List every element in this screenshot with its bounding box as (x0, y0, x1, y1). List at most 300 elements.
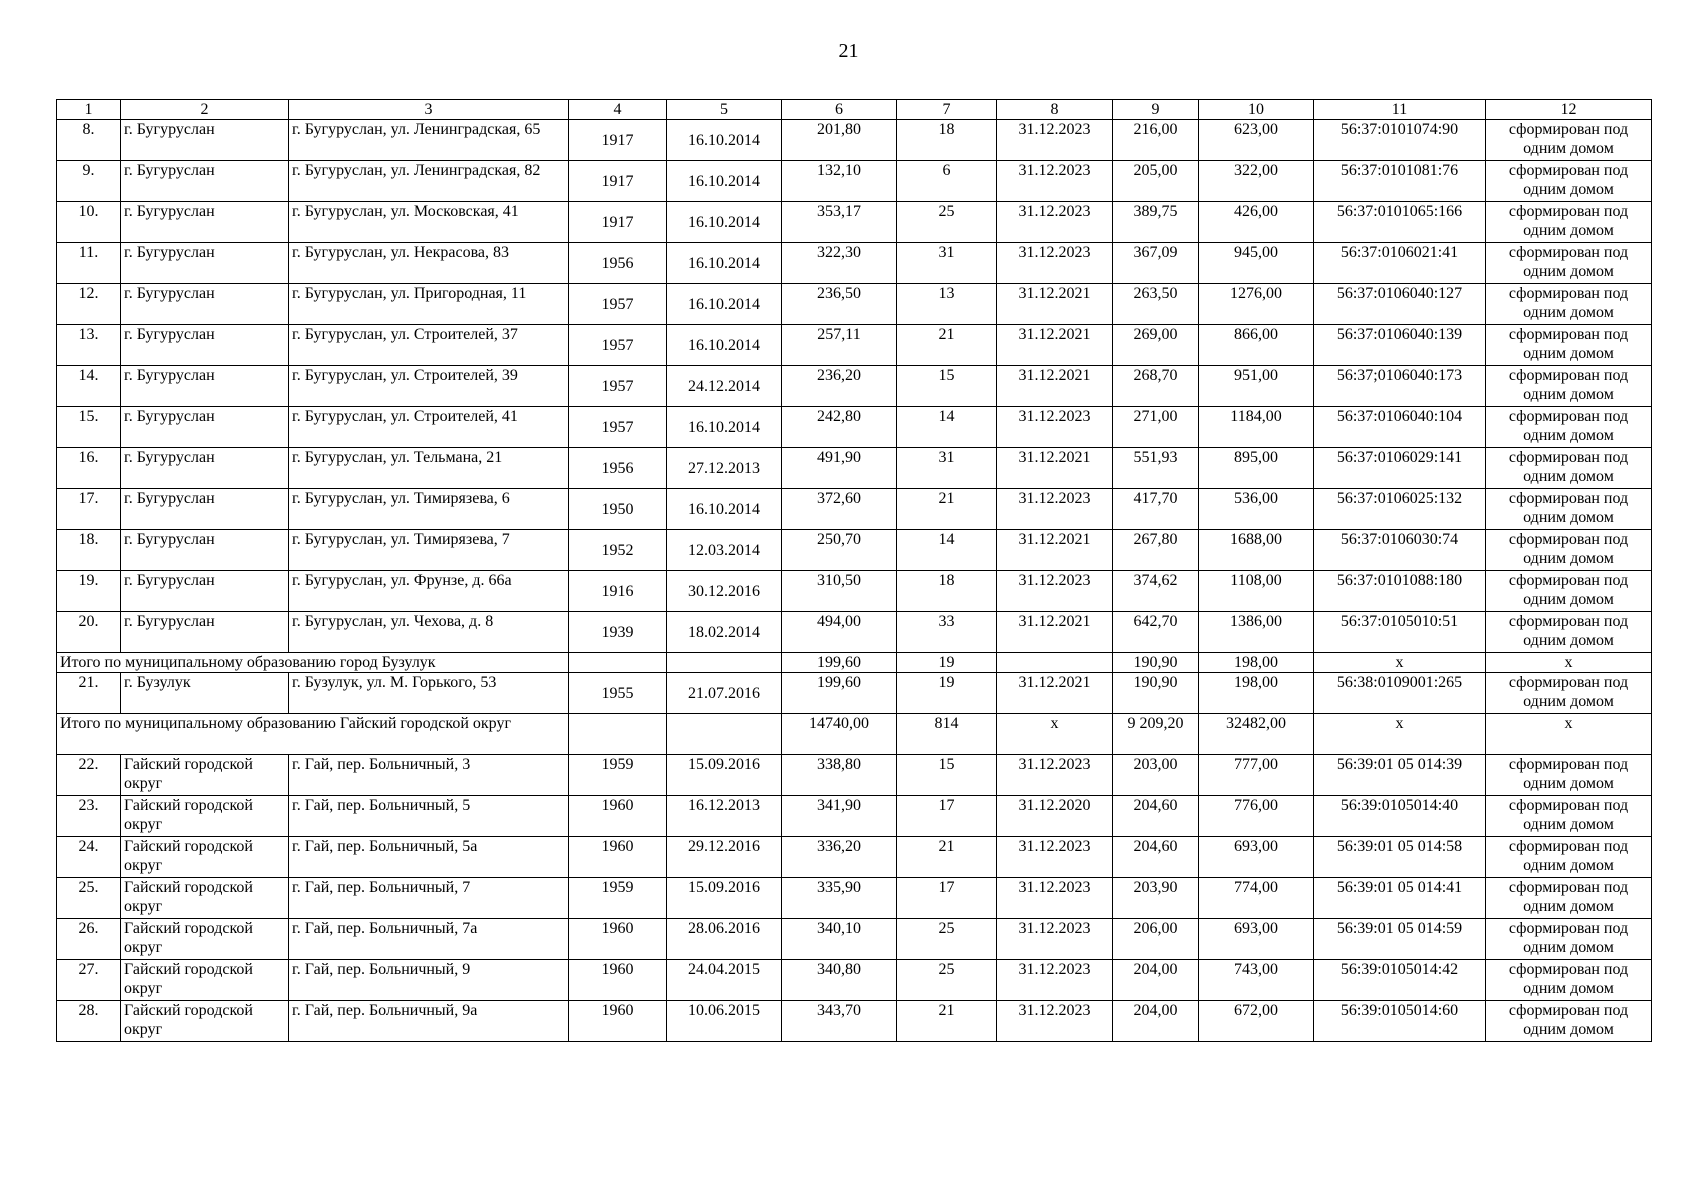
deadline-cell: 31.12.2021 (997, 530, 1113, 571)
value-cell: 271,00 (1113, 407, 1199, 448)
value-cell: 204,00 (1113, 960, 1199, 1001)
municipality-cell: Гайский городской округ (121, 1001, 289, 1042)
row-number: 20. (57, 612, 121, 653)
area-cell: 340,80 (782, 960, 897, 1001)
row-number: 21. (57, 673, 121, 714)
deadline-cell: 31.12.2023 (997, 161, 1113, 202)
area-cell: 494,00 (782, 612, 897, 653)
address-cell: г. Гай, пер. Больничный, 9 (289, 960, 569, 1001)
municipality-cell: г. Бугуруслан (121, 530, 289, 571)
value-cell: 198,00 (1199, 673, 1314, 714)
row-number: 18. (57, 530, 121, 571)
status-cell: сформирован под одним домом (1486, 960, 1652, 1001)
year-cell: 1955 (569, 673, 667, 714)
status-cell: сформирован под одним домом (1486, 571, 1652, 612)
address-cell: г. Гай, пер. Больничный, 3 (289, 755, 569, 796)
year-cell: 1959 (569, 878, 667, 919)
cadastral-number-cell: 56:37:0106021:41 (1314, 243, 1486, 284)
table-row (57, 571, 1652, 612)
value-cell: 426,00 (1199, 202, 1314, 243)
cadastral-number-cell: х (1314, 653, 1486, 673)
value-cell: 374,62 (1113, 571, 1199, 612)
value-cell: 1276,00 (1199, 284, 1314, 325)
area-cell: 199,60 (782, 673, 897, 714)
year-cell: 1959 (569, 755, 667, 796)
date-cell: 16.10.2014 (667, 407, 782, 448)
area-cell: 336,20 (782, 837, 897, 878)
value-cell: 536,00 (1199, 489, 1314, 530)
deadline-cell: 31.12.2023 (997, 919, 1113, 960)
value-cell: 269,00 (1113, 325, 1199, 366)
date-cell: 16.12.2013 (667, 796, 782, 837)
deadline-cell: 31.12.2021 (997, 366, 1113, 407)
residents-cell: 19 (897, 653, 997, 673)
value-cell: 203,00 (1113, 755, 1199, 796)
residents-cell: 6 (897, 161, 997, 202)
year-cell: 1960 (569, 1001, 667, 1042)
value-cell: 198,00 (1199, 653, 1314, 673)
table-row (57, 407, 1652, 448)
value-cell: 204,60 (1113, 796, 1199, 837)
deadline-cell: 31.12.2023 (997, 202, 1113, 243)
page-number: 21 (838, 40, 859, 62)
residents-cell: 25 (897, 202, 997, 243)
residents-cell: 15 (897, 755, 997, 796)
cadastral-number-cell: 56:39:01 05 014:39 (1314, 755, 1486, 796)
table-row (57, 673, 1652, 714)
status-cell: сформирован под одним домом (1486, 325, 1652, 366)
status-cell: сформирован под одним домом (1486, 202, 1652, 243)
value-cell: 945,00 (1199, 243, 1314, 284)
value-cell: 417,70 (1113, 489, 1199, 530)
value-cell: 866,00 (1199, 325, 1314, 366)
subtotal-row (57, 714, 1652, 755)
address-cell: г. Бугуруслан, ул. Пригородная, 11 (289, 284, 569, 325)
cadastral-number-cell: 56:37:0105010:51 (1314, 612, 1486, 653)
deadline-cell: 31.12.2020 (997, 796, 1113, 837)
address-cell: г. Бугуруслан, ул. Строителей, 41 (289, 407, 569, 448)
residents-cell: 19 (897, 673, 997, 714)
address-cell: г. Бугуруслан, ул. Тельмана, 21 (289, 448, 569, 489)
date-cell: 21.07.2016 (667, 673, 782, 714)
deadline-cell: 31.12.2023 (997, 120, 1113, 161)
status-cell: сформирован под одним домом (1486, 448, 1652, 489)
cadastral-number-cell: 56:39:0105014:40 (1314, 796, 1486, 837)
status-cell: сформирован под одним домом (1486, 243, 1652, 284)
subtotal-label: Итого по муниципальному образованию Гайский городской округ (57, 714, 569, 755)
address-cell: г. Бугуруслан, ул. Ленинградская, 82 (289, 161, 569, 202)
row-number: 14. (57, 366, 121, 407)
status-cell: сформирован под одним домом (1486, 489, 1652, 530)
value-cell: 1184,00 (1199, 407, 1314, 448)
table-row (57, 243, 1652, 284)
cadastral-number-cell: 56:39:0105014:42 (1314, 960, 1486, 1001)
cadastral-number-cell: 56:37:0106025:132 (1314, 489, 1486, 530)
address-cell: г. Бугуруслан, ул. Строителей, 37 (289, 325, 569, 366)
date-cell: 27.12.2013 (667, 448, 782, 489)
year-cell: 1960 (569, 796, 667, 837)
table-row (57, 448, 1652, 489)
area-cell: 257,11 (782, 325, 897, 366)
municipality-cell: Гайский городской округ (121, 837, 289, 878)
column-header: 7 (897, 100, 997, 120)
year-cell: 1939 (569, 612, 667, 653)
status-cell: х (1486, 714, 1652, 755)
table-row (57, 202, 1652, 243)
cadastral-number-cell: х (1314, 714, 1486, 755)
value-cell: 623,00 (1199, 120, 1314, 161)
residents-cell: 14 (897, 530, 997, 571)
cadastral-number-cell: 56:39:0105014:60 (1314, 1001, 1486, 1042)
cadastral-number-cell: 56:37:0106040:139 (1314, 325, 1486, 366)
address-cell: г. Бугуруслан, ул. Московская, 41 (289, 202, 569, 243)
municipality-cell: г. Бугуруслан (121, 284, 289, 325)
value-cell: 263,50 (1113, 284, 1199, 325)
address-cell: г. Бугуруслан, ул. Тимирязева, 6 (289, 489, 569, 530)
column-header: 11 (1314, 100, 1486, 120)
table-row (57, 612, 1652, 653)
residents-cell: 21 (897, 489, 997, 530)
status-cell: сформирован под одним домом (1486, 755, 1652, 796)
area-cell: 236,50 (782, 284, 897, 325)
year-cell: 1917 (569, 161, 667, 202)
date-cell: 16.10.2014 (667, 489, 782, 530)
column-header: 5 (667, 100, 782, 120)
row-number: 17. (57, 489, 121, 530)
cadastral-number-cell: 56:39:01 05 014:58 (1314, 837, 1486, 878)
cadastral-number-cell: 56:37:0101081:76 (1314, 161, 1486, 202)
value-cell: 895,00 (1199, 448, 1314, 489)
address-cell: г. Гай, пер. Больничный, 7 (289, 878, 569, 919)
date-cell (667, 653, 782, 673)
cadastral-number-cell: 56:38:0109001:265 (1314, 673, 1486, 714)
value-cell: 216,00 (1113, 120, 1199, 161)
value-cell: 777,00 (1199, 755, 1314, 796)
column-numbers-row (57, 100, 1652, 120)
residents-cell: 31 (897, 243, 997, 284)
year-cell: 1917 (569, 202, 667, 243)
year-cell (569, 714, 667, 755)
column-header: 4 (569, 100, 667, 120)
cadastral-number-cell: 56:37;0106040:173 (1314, 366, 1486, 407)
deadline-cell (997, 653, 1113, 673)
status-cell: сформирован под одним домом (1486, 796, 1652, 837)
column-header: 10 (1199, 100, 1314, 120)
row-number: 13. (57, 325, 121, 366)
table-row (57, 366, 1652, 407)
area-cell: 343,70 (782, 1001, 897, 1042)
value-cell: 206,00 (1113, 919, 1199, 960)
status-cell: сформирован под одним домом (1486, 366, 1652, 407)
table-row (57, 1001, 1652, 1042)
date-cell: 16.10.2014 (667, 284, 782, 325)
column-header: 12 (1486, 100, 1652, 120)
area-cell: 310,50 (782, 571, 897, 612)
date-cell: 18.02.2014 (667, 612, 782, 653)
status-cell: сформирован под одним домом (1486, 161, 1652, 202)
date-cell: 30.12.2016 (667, 571, 782, 612)
area-cell: 250,70 (782, 530, 897, 571)
table-row (57, 796, 1652, 837)
address-cell: г. Гай, пер. Больничный, 9а (289, 1001, 569, 1042)
row-number: 11. (57, 243, 121, 284)
value-cell: 389,75 (1113, 202, 1199, 243)
value-cell: 9 209,20 (1113, 714, 1199, 755)
value-cell: 693,00 (1199, 919, 1314, 960)
date-cell: 15.09.2016 (667, 755, 782, 796)
municipality-cell: г. Бугуруслан (121, 325, 289, 366)
date-cell: 28.06.2016 (667, 919, 782, 960)
row-number: 25. (57, 878, 121, 919)
municipality-cell: Гайский городской округ (121, 878, 289, 919)
municipality-cell: Гайский городской округ (121, 755, 289, 796)
year-cell: 1960 (569, 960, 667, 1001)
value-cell: 672,00 (1199, 1001, 1314, 1042)
value-cell: 204,00 (1113, 1001, 1199, 1042)
deadline-cell: 31.12.2021 (997, 448, 1113, 489)
cadastral-number-cell: 56:37:0101088:180 (1314, 571, 1486, 612)
table-row (57, 489, 1652, 530)
status-cell: сформирован под одним домом (1486, 878, 1652, 919)
municipality-cell: Гайский городской округ (121, 960, 289, 1001)
area-cell: 340,10 (782, 919, 897, 960)
address-cell: г. Бугуруслан, ул. Ленинградская, 65 (289, 120, 569, 161)
row-number: 28. (57, 1001, 121, 1042)
value-cell: 267,80 (1113, 530, 1199, 571)
deadline-cell: 31.12.2023 (997, 407, 1113, 448)
table-row (57, 878, 1652, 919)
value-cell: 190,90 (1113, 673, 1199, 714)
value-cell: 743,00 (1199, 960, 1314, 1001)
year-cell (569, 653, 667, 673)
row-number: 23. (57, 796, 121, 837)
column-header: 2 (121, 100, 289, 120)
residents-cell: 31 (897, 448, 997, 489)
subtotal-label: Итого по муниципальному образованию город Бузулук (57, 653, 569, 673)
table-row (57, 837, 1652, 878)
row-number: 15. (57, 407, 121, 448)
area-cell: 353,17 (782, 202, 897, 243)
address-cell: г. Бугуруслан, ул. Фрунзе, д. 66а (289, 571, 569, 612)
date-cell: 16.10.2014 (667, 120, 782, 161)
area-cell: 132,10 (782, 161, 897, 202)
cadastral-number-cell: 56:39:01 05 014:59 (1314, 919, 1486, 960)
date-cell: 16.10.2014 (667, 243, 782, 284)
year-cell: 1956 (569, 243, 667, 284)
address-cell: г. Бугуруслан, ул. Чехова, д. 8 (289, 612, 569, 653)
residents-cell: 17 (897, 878, 997, 919)
residents-cell: 814 (897, 714, 997, 755)
cadastral-number-cell: 56:39:01 05 014:41 (1314, 878, 1486, 919)
deadline-cell: 31.12.2021 (997, 325, 1113, 366)
year-cell: 1917 (569, 120, 667, 161)
date-cell: 16.10.2014 (667, 325, 782, 366)
status-cell: сформирован под одним домом (1486, 284, 1652, 325)
deadline-cell: 31.12.2021 (997, 284, 1113, 325)
deadline-cell: 31.12.2023 (997, 489, 1113, 530)
subtotal-row (57, 653, 1652, 673)
residents-cell: 18 (897, 571, 997, 612)
area-cell: 491,90 (782, 448, 897, 489)
municipality-cell: г. Бугуруслан (121, 571, 289, 612)
value-cell: 205,00 (1113, 161, 1199, 202)
municipality-cell: г. Бугуруслан (121, 161, 289, 202)
year-cell: 1957 (569, 407, 667, 448)
row-number: 26. (57, 919, 121, 960)
row-number: 12. (57, 284, 121, 325)
area-cell: 236,20 (782, 366, 897, 407)
value-cell: 268,70 (1113, 366, 1199, 407)
row-number: 8. (57, 120, 121, 161)
column-header: 9 (1113, 100, 1199, 120)
deadline-cell: 31.12.2023 (997, 837, 1113, 878)
area-cell: 201,80 (782, 120, 897, 161)
municipality-cell: г. Бугуруслан (121, 448, 289, 489)
value-cell: 190,90 (1113, 653, 1199, 673)
municipality-cell: Гайский городской округ (121, 919, 289, 960)
year-cell: 1916 (569, 571, 667, 612)
date-cell: 16.10.2014 (667, 202, 782, 243)
cadastral-number-cell: 56:37:0106030:74 (1314, 530, 1486, 571)
date-cell: 15.09.2016 (667, 878, 782, 919)
area-cell: 242,80 (782, 407, 897, 448)
address-cell: г. Бугуруслан, ул. Тимирязева, 7 (289, 530, 569, 571)
municipality-cell: г. Бугуруслан (121, 120, 289, 161)
status-cell: сформирован под одним домом (1486, 530, 1652, 571)
deadline-cell: 31.12.2021 (997, 612, 1113, 653)
value-cell: 204,60 (1113, 837, 1199, 878)
cadastral-number-cell: 56:37:0101065:166 (1314, 202, 1486, 243)
residents-cell: 21 (897, 1001, 997, 1042)
table-body (57, 100, 1652, 1042)
municipality-cell: Гайский городской округ (121, 796, 289, 837)
municipality-cell: г. Бузулук (121, 673, 289, 714)
value-cell: 32482,00 (1199, 714, 1314, 755)
status-cell: сформирован под одним домом (1486, 673, 1652, 714)
residents-cell: 33 (897, 612, 997, 653)
deadline-cell: 31.12.2023 (997, 571, 1113, 612)
address-cell: г. Бугуруслан, ул. Строителей, 39 (289, 366, 569, 407)
deadline-cell: 31.12.2023 (997, 1001, 1113, 1042)
column-header: 8 (997, 100, 1113, 120)
residents-cell: 13 (897, 284, 997, 325)
year-cell: 1956 (569, 448, 667, 489)
deadline-cell: 31.12.2023 (997, 878, 1113, 919)
table-row (57, 120, 1652, 161)
cadastral-number-cell: 56:37:0106029:141 (1314, 448, 1486, 489)
address-cell: г. Гай, пер. Больничный, 5а (289, 837, 569, 878)
year-cell: 1957 (569, 284, 667, 325)
status-cell: сформирован под одним домом (1486, 837, 1652, 878)
year-cell: 1950 (569, 489, 667, 530)
address-cell: г. Гай, пер. Больничный, 7а (289, 919, 569, 960)
value-cell: 1108,00 (1199, 571, 1314, 612)
residents-cell: 21 (897, 837, 997, 878)
value-cell: 1688,00 (1199, 530, 1314, 571)
residents-cell: 14 (897, 407, 997, 448)
table-row (57, 284, 1652, 325)
column-header: 6 (782, 100, 897, 120)
residents-cell: 17 (897, 796, 997, 837)
row-number: 10. (57, 202, 121, 243)
date-cell: 12.03.2014 (667, 530, 782, 571)
status-cell: х (1486, 653, 1652, 673)
area-cell: 322,30 (782, 243, 897, 284)
area-cell: 341,90 (782, 796, 897, 837)
year-cell: 1960 (569, 837, 667, 878)
address-cell: г. Бугуруслан, ул. Некрасова, 83 (289, 243, 569, 284)
value-cell: 551,93 (1113, 448, 1199, 489)
value-cell: 774,00 (1199, 878, 1314, 919)
municipality-cell: г. Бугуруслан (121, 366, 289, 407)
row-number: 22. (57, 755, 121, 796)
cadastral-number-cell: 56:37:0106040:104 (1314, 407, 1486, 448)
housing-register-table (56, 99, 1652, 1042)
date-cell (667, 714, 782, 755)
deadline-cell: 31.12.2023 (997, 755, 1113, 796)
row-number: 27. (57, 960, 121, 1001)
row-number: 24. (57, 837, 121, 878)
value-cell: 642,70 (1113, 612, 1199, 653)
value-cell: 951,00 (1199, 366, 1314, 407)
area-cell: 338,80 (782, 755, 897, 796)
date-cell: 16.10.2014 (667, 161, 782, 202)
deadline-cell: 31.12.2023 (997, 243, 1113, 284)
municipality-cell: г. Бугуруслан (121, 612, 289, 653)
address-cell: г. Бузулук, ул. М. Горького, 53 (289, 673, 569, 714)
municipality-cell: г. Бугуруслан (121, 489, 289, 530)
row-number: 19. (57, 571, 121, 612)
date-cell: 24.12.2014 (667, 366, 782, 407)
deadline-cell: 31.12.2021 (997, 673, 1113, 714)
address-cell: г. Гай, пер. Больничный, 5 (289, 796, 569, 837)
status-cell: сформирован под одним домом (1486, 120, 1652, 161)
row-number: 16. (57, 448, 121, 489)
value-cell: 322,00 (1199, 161, 1314, 202)
residents-cell: 18 (897, 120, 997, 161)
value-cell: 776,00 (1199, 796, 1314, 837)
value-cell: 693,00 (1199, 837, 1314, 878)
table-row (57, 530, 1652, 571)
status-cell: сформирован под одним домом (1486, 407, 1652, 448)
table-row (57, 161, 1652, 202)
deadline-cell: х (997, 714, 1113, 755)
year-cell: 1960 (569, 919, 667, 960)
residents-cell: 21 (897, 325, 997, 366)
year-cell: 1957 (569, 366, 667, 407)
date-cell: 24.04.2015 (667, 960, 782, 1001)
cadastral-number-cell: 56:37:0106040:127 (1314, 284, 1486, 325)
residents-cell: 25 (897, 960, 997, 1001)
status-cell: сформирован под одним домом (1486, 612, 1652, 653)
area-cell: 14740,00 (782, 714, 897, 755)
date-cell: 29.12.2016 (667, 837, 782, 878)
municipality-cell: г. Бугуруслан (121, 407, 289, 448)
municipality-cell: г. Бугуруслан (121, 202, 289, 243)
status-cell: сформирован под одним домом (1486, 919, 1652, 960)
status-cell: сформирован под одним домом (1486, 1001, 1652, 1042)
area-cell: 199,60 (782, 653, 897, 673)
table-row (57, 755, 1652, 796)
year-cell: 1957 (569, 325, 667, 366)
residents-cell: 15 (897, 366, 997, 407)
table-row (57, 325, 1652, 366)
cadastral-number-cell: 56:37:0101074:90 (1314, 120, 1486, 161)
residents-cell: 25 (897, 919, 997, 960)
value-cell: 1386,00 (1199, 612, 1314, 653)
area-cell: 372,60 (782, 489, 897, 530)
column-header: 3 (289, 100, 569, 120)
